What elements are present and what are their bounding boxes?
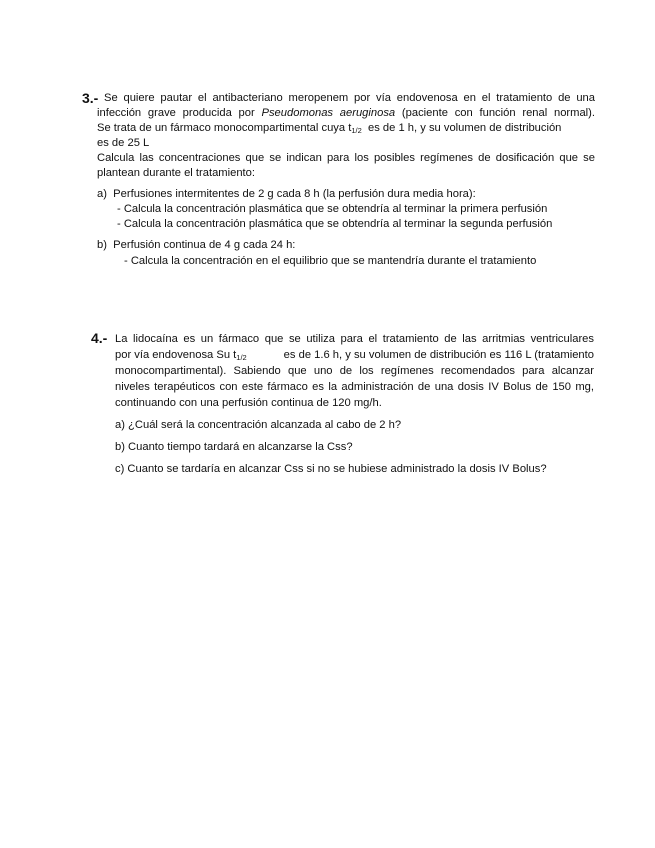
organism-name: Pseudomonas aeruginosa (261, 107, 396, 119)
problem-4-line-2-left (115, 348, 247, 362)
problem-3-part-b (97, 238, 295, 252)
problem-3-line-3-b: es de 1 h, y su volumen de distribución (368, 122, 562, 134)
problem-3-part-a-item-1: - Calcula la concentración plasmática que se obtendría al terminar la primera perfusión (117, 203, 548, 215)
problem-3-line-3-a: Se trata de un fármaco monocompartimental cuya t (97, 122, 352, 134)
part-b-text: Perfusión continua de 4 g cada 24 h: (113, 239, 296, 251)
problem-4-line-2-a: por vía endovenosa Su t (115, 349, 237, 361)
problem-4-line-3: monocompartimental). Sabiendo que uno de los regímenes recomendados para alcanzar (115, 365, 594, 377)
problem-3-line-1: Se quiere pautar el antibacteriano meropenem por vía endovenosa en el tratamiento de una (104, 92, 595, 104)
problem-3-line-6: plantean durante el tratamiento: (97, 167, 255, 179)
problem-4-line-4: niveles terapéuticos con este fármaco es la administración de una dosis IV Bolus de 150 mg, (115, 381, 594, 393)
problem-4-question-b: b) Cuanto tiempo tardará en alcanzarse la Css? (115, 441, 353, 453)
part-a-label: a) (97, 188, 107, 200)
problem-3-part-a (97, 187, 476, 201)
problem-3-part-a-item-2: - Calcula la concentración plasmática que se obtendría al terminar la segunda perfusión (117, 218, 553, 230)
problem-3-line-3 (97, 121, 561, 135)
problem-4-question-a: a) ¿Cuál será la concentración alcanzada al cabo de 2 h? (115, 419, 402, 431)
problem-3-line-2 (97, 106, 595, 120)
problem-3-number: 3.- (82, 90, 99, 106)
problem-4-number: 4.- (91, 330, 108, 346)
problem-4-line-1: La lidocaína es un fármaco que se utiliza para el tratamiento de las arritmias ventriculares (115, 333, 594, 345)
problem-3-line-5: Calcula las concentraciones que se indican para los posibles regímenes de dosificación que se (97, 152, 595, 164)
problem-3-part-b-item-1: - Calcula la concentración en el equilibrio que se mantendría durante el tratamiento (124, 255, 537, 267)
problem-3-line-4: es de 25 L (97, 137, 150, 149)
half-life-subscript: 1/2 (351, 126, 362, 135)
problem-4-line-5: continuando con una perfusión continua de 120 mg/h. (115, 397, 382, 409)
part-a-text: Perfusiones intermitentes de 2 g cada 8 h (la perfusión dura media hora): (113, 188, 476, 200)
problem-4-line-2-b: es de 1.6 h, y su volumen de distribución es 116 L (tratamiento (283, 349, 594, 361)
part-b-label: b) (97, 239, 107, 251)
problem-4-line-2 (115, 348, 594, 362)
half-life-subscript-2: 1/2 (236, 353, 247, 362)
problem-3-line-2-a: infección grave producida por (97, 107, 255, 119)
problem-3-line-2-c: (paciente con función renal normal). (401, 107, 596, 119)
problem-4-question-c: c) Cuanto se tardaría en alcanzar Css si no se hubiese administrado la dosis IV Bolus? (115, 463, 547, 475)
